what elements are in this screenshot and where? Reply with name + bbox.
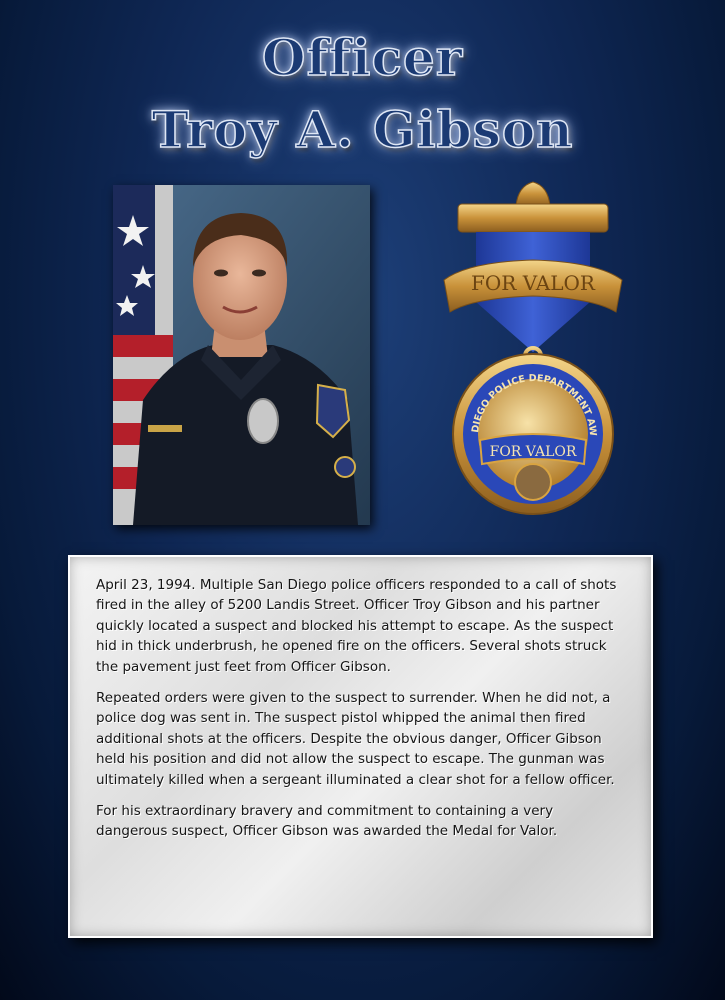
medal-for-valor (438, 172, 628, 522)
title-officer: Officer (261, 28, 464, 87)
medal-ring-text: DIEGO POLICE DEPARTMENT AW (470, 372, 599, 437)
medal-center-text: FOR VALOR (489, 444, 577, 460)
title-name: Troy A. Gibson (151, 100, 574, 159)
officer-portrait-photo (113, 185, 370, 525)
ribbon-banner-text: FOR VALOR (471, 271, 595, 295)
story-panel (68, 555, 653, 938)
story-paragraph-2: Repeated orders were given to the suspect to surrender. When he did not, a police dog was sent in. The suspect pistol whipped the animal then fired additional shots at the officers. Despite the obvious danger, Officer Gibson held his position and did not allow the suspect to escape. The gunman was ultimately killed when a sergeant illuminated a clear shot for a fellow officer. (96, 690, 615, 788)
story-paragraph-1: April 23, 1994. Multiple San Diego police officers responded to a call of shots fired in the alley of 5200 Landis Street. Officer Troy Gibson and his partner quickly located a suspect and blocked his attempt to escape. As the suspect hid in thick underbrush, he opened fire on the officers. Several shots struck the pavement just feet from Officer Gibson. (96, 577, 617, 675)
story-paragraph-3: For his extraordinary bravery and commitment to containing a very dangerous suspect, Officer Gibson was awarded the Medal for Valor. (96, 803, 558, 840)
